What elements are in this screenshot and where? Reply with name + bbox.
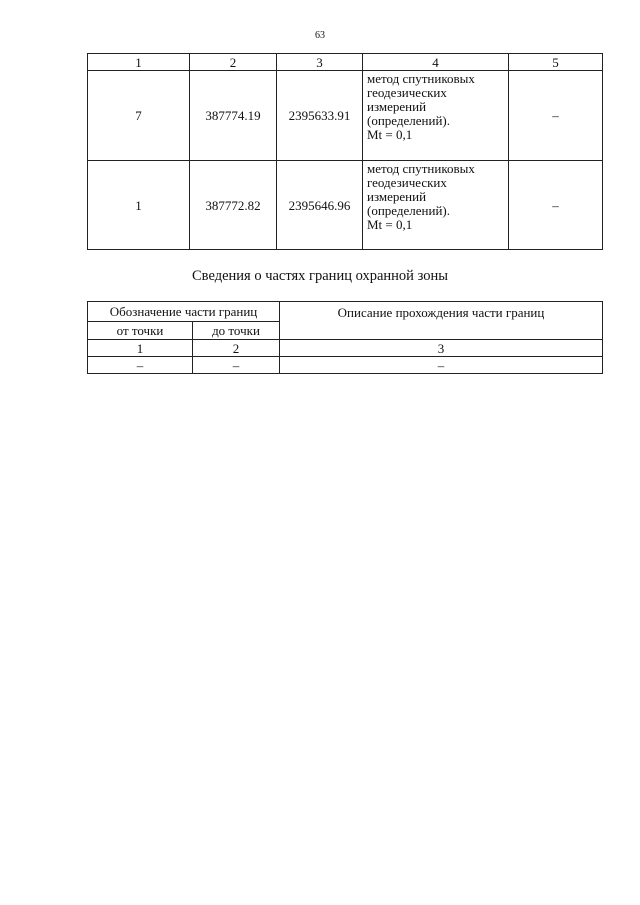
column-number-2: 2 bbox=[190, 54, 277, 71]
method-line: геодезических bbox=[367, 175, 447, 190]
table-row bbox=[88, 71, 603, 161]
from-point-cell: – bbox=[88, 357, 193, 374]
method-description bbox=[363, 71, 509, 161]
column-number-5: 5 bbox=[509, 54, 603, 71]
method-line: метод спутниковых bbox=[367, 161, 475, 176]
method-line: метод спутниковых bbox=[367, 71, 475, 86]
column-numbers-row bbox=[88, 340, 603, 357]
table-header-row bbox=[88, 54, 603, 71]
section-title: Сведения о частях границ охранной зоны bbox=[192, 268, 448, 284]
accuracy-value: Mt = 0,1 bbox=[367, 217, 413, 232]
method-line: измерений bbox=[367, 99, 427, 114]
group-header-row bbox=[88, 302, 603, 322]
column-number-3: 3 bbox=[277, 54, 363, 71]
from-point-header: от точки bbox=[88, 322, 193, 340]
boundary-part-designation-header: Обозначение части границ bbox=[88, 302, 280, 322]
column-number-1: 1 bbox=[88, 340, 193, 357]
point-number: 1 bbox=[88, 161, 190, 250]
to-point-cell: – bbox=[193, 357, 280, 374]
note-cell: – bbox=[509, 71, 603, 161]
boundary-parts-table bbox=[87, 301, 603, 374]
note-cell: – bbox=[509, 161, 603, 250]
column-number-1: 1 bbox=[88, 54, 190, 71]
column-number-3: 3 bbox=[280, 340, 603, 357]
table-row bbox=[88, 357, 603, 374]
method-line: (определений). bbox=[367, 113, 450, 128]
boundary-description-header: Описание прохождения части границ bbox=[280, 302, 603, 340]
to-point-header: до точки bbox=[193, 322, 280, 340]
page-number: 63 bbox=[315, 30, 325, 41]
method-description bbox=[363, 161, 509, 250]
description-cell: – bbox=[280, 357, 603, 374]
column-number-2: 2 bbox=[193, 340, 280, 357]
method-line: измерений bbox=[367, 189, 427, 204]
method-line: (определений). bbox=[367, 203, 450, 218]
y-coordinate: 2395646.96 bbox=[277, 161, 363, 250]
y-coordinate: 2395633.91 bbox=[277, 71, 363, 161]
x-coordinate: 387774.19 bbox=[190, 71, 277, 161]
x-coordinate: 387772.82 bbox=[190, 161, 277, 250]
table-row bbox=[88, 161, 603, 250]
column-number-4: 4 bbox=[363, 54, 509, 71]
method-line: геодезических bbox=[367, 85, 447, 100]
point-number: 7 bbox=[88, 71, 190, 161]
coordinates-table bbox=[87, 53, 603, 250]
accuracy-value: Mt = 0,1 bbox=[367, 127, 413, 142]
